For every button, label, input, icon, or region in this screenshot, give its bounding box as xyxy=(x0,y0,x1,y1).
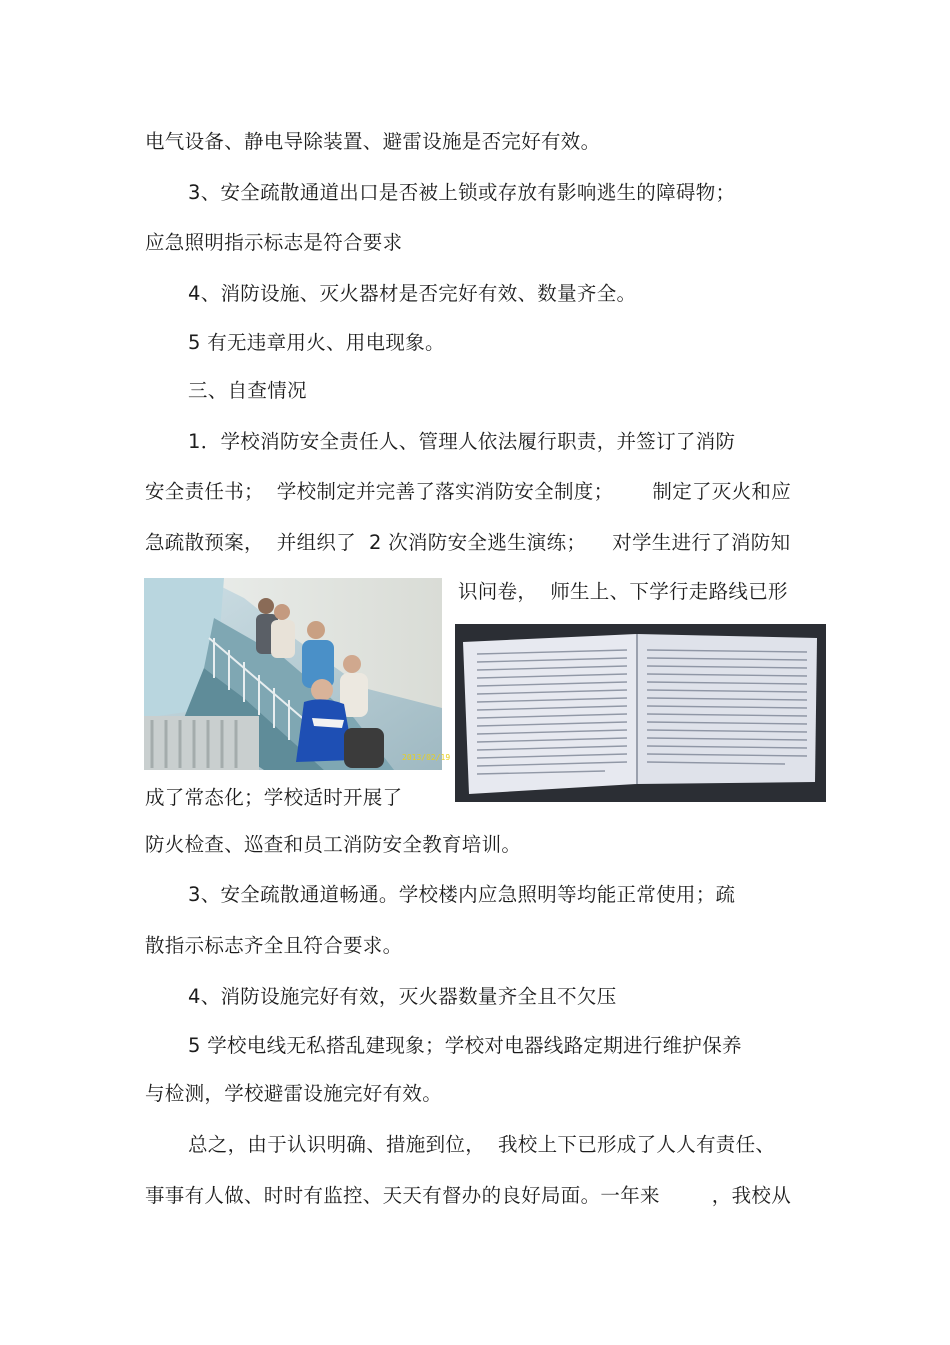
paragraph-line: 4、消防设施、灭火器材是否完好有效、数量齐全。 xyxy=(188,282,637,305)
paragraph-line: 事事有人做、时时有监控、天天有督办的良好局面。一年来 ，我校从 xyxy=(145,1184,791,1207)
paragraph-line: 总之，由于认识明确、措施到位， 我校上下已形成了人人有责任、 xyxy=(188,1133,776,1156)
evacuation-drill-photo xyxy=(144,578,451,770)
paragraph-line: 4、消防设施完好有效，灭火器数量齐全且不欠压 xyxy=(188,985,617,1008)
paragraph-line: 5 有无违章用火、用电现象。 xyxy=(188,331,445,354)
fire-knowledge-questionnaire-photo xyxy=(455,624,826,802)
paragraph-line: 成了常态化；学校适时开展了 xyxy=(145,786,403,809)
paragraph-line: 应急照明指示标志是符合要求 xyxy=(145,231,403,254)
date-stamp: 2013/02/19 xyxy=(402,753,451,762)
paragraph-line: 与检测，学校避雷设施完好有效。 xyxy=(145,1082,443,1105)
section-heading: 三、自查情况 xyxy=(188,379,307,402)
paragraph-line: 安全责任书； 学校制定并完善了落实消防安全制度； 制定了灭火和应 xyxy=(145,480,791,503)
paragraph-line: 识问卷， 师生上、下学行走路线已形 xyxy=(458,580,788,603)
paragraph-line: 散指示标志齐全且符合要求。 xyxy=(145,934,403,957)
paragraph-line: 3、安全疏散通道畅通。学校楼内应急照明等均能正常使用；疏 xyxy=(188,883,736,906)
paragraph-line: 3、安全疏散通道出口是否被上锁或存放有影响逃生的障碍物； xyxy=(188,181,736,204)
paragraph-line: 1．学校消防安全责任人、管理人依法履行职责，并签订了消防 xyxy=(188,430,736,453)
paragraph-line: 急疏散预案， 并组织了 2 次消防安全逃生演练； 对学生进行了消防知 xyxy=(145,531,791,554)
paragraph-line: 防火检查、巡查和员工消防安全教育培训。 xyxy=(145,833,522,856)
paragraph-line: 电气设备、静电导除装置、避雷设施是否完好有效。 xyxy=(145,130,601,153)
paragraph-line: 5 学校电线无私搭乱建现象；学校对电器线路定期进行维护保养 xyxy=(188,1034,742,1057)
